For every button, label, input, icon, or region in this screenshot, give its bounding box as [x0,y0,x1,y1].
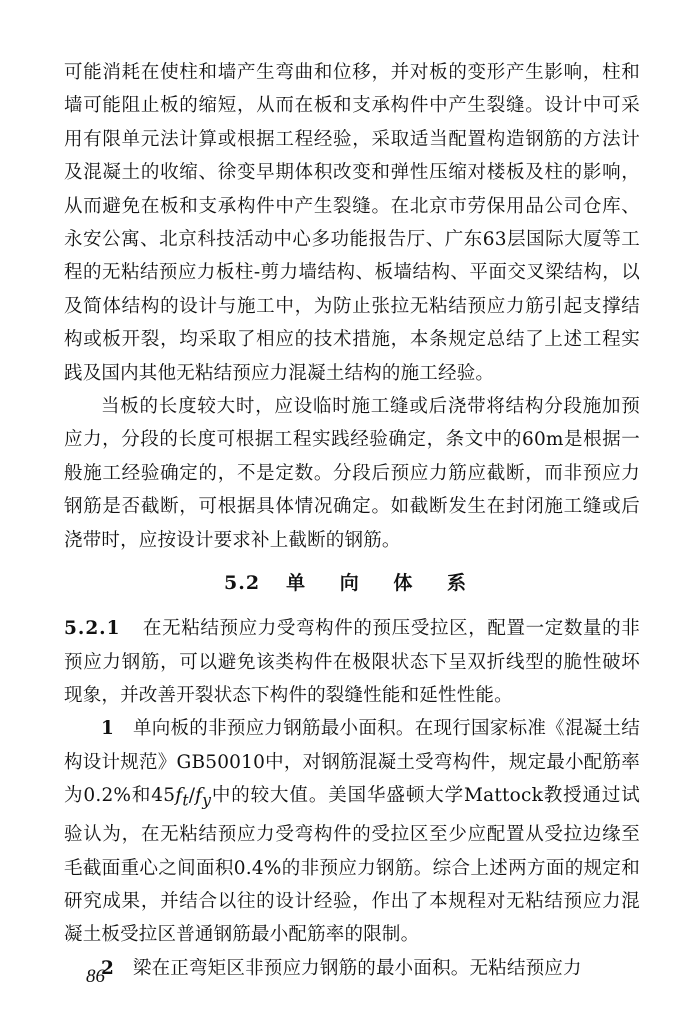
clause-number: 5.2.1 [64,618,121,640]
clause-5-2-1 [64,612,640,712]
page-number: 86 [86,966,105,987]
item-number: 1 [101,718,115,740]
clause-text: 在无粘结预应力受弯构件的预压受拉区，配置一定数量的非预应力钢筋，可以避免该类构件在极限状态下呈双折线型的脆性破坏现象，并改善开裂状态下构件的裂缝性能和延性性能。 [64,618,640,706]
paragraph-segment-length: 当板的长度较大时，应设临时施工缝或后浇带将结构分段施加预应力，分段的长度可根据工程实践经验确定，条文中的60m是根据一般施工经验确定的，不是定数。分段后预应力筋应截断，而非预应力钢筋是否截断，可根据具体情况确定。如截断发生在封闭施工缝或后浇带时，应按设计要求补上截断的钢筋。 [64,396,640,551]
item-text-part-b: 中的较大值。美国华盛顿大学Mattock教授通过试验认为，在无粘结预应力受弯构件的受拉区至少应配置从受拉边缘至毛截面重心之间面积0.4%的非预应力钢筋。综合上述两方面的规定和研究成果，并结合以往的设计经验，作出了本规程对无粘结预应力混凝土板受拉区普通钢筋最小配筋率的限制。 [64,785,640,946]
item-text: 梁在正弯矩区非预应力钢筋的最小面积。无粘结预应力 [132,957,582,979]
formula-slash: / [188,785,196,807]
section-heading [64,567,640,600]
formula-f-y: $f_y$ [195,785,212,810]
item-number: 2 [101,957,115,979]
section-name: 单 向 体 系 [286,572,480,595]
item-text-part-a: 单向板的非预应力钢筋最小面积。在现行国家标准《混凝土结构设计规范》GB50010中，对钢筋混凝土受弯构件，规定最小配筋率为0.2%和45 [64,718,640,807]
paragraph-continuation: 可能消耗在使柱和墙产生弯曲和位移，并对板的变形产生影响，柱和墙可能阻止板的缩短，从而在板和支承构件中产生裂缝。设计中可采用有限单元法计算或根据工程经验，采取适当配置构造钢筋的方法计及混凝土的收缩、徐变早期体积改变和弹性压缩对楼板及柱的影响，从而避免在板和支承构件中产生裂缝。在北京市劳保用品公司仓库、永安公寓、北京科技活动中心多功能报告厅、广东63层国际大厦等工程的无粘结预应力板柱-剪力墙结构、板墙结构、平面交叉梁结构，以及简体结构的设计与施工中，为防止张拉无粘结预应力筋引起支撑结构或板开裂，均采取了相应的技术措施，本条规定总结了上述工程实践及国内其他无粘结预应力混凝土结构的施工经验。 [64,62,640,384]
item-2 [64,952,640,985]
item-1 [64,712,640,952]
page-body [64,56,640,985]
section-number: 5.2 [224,572,261,595]
formula-f-t: $f_t$ [175,785,189,810]
